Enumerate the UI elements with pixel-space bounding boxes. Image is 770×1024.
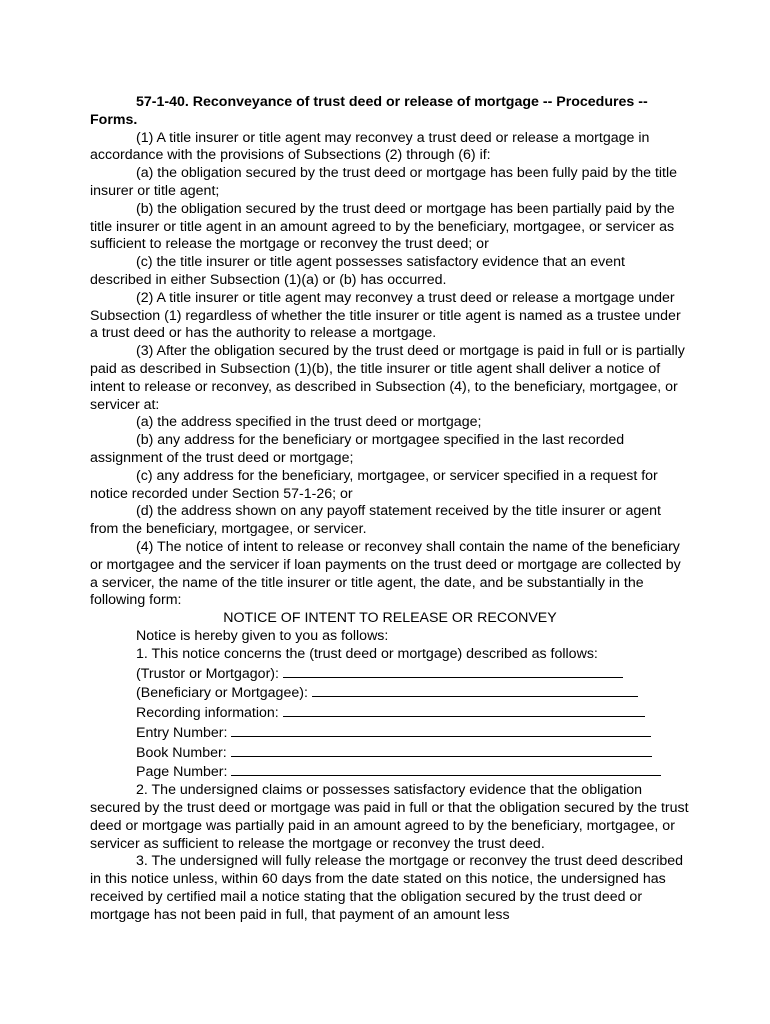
paragraph-3a: (a) the address specified in the trust deed or mortgage; (136, 414, 482, 431)
form-field-label: (Trustor or Mortgagor): (136, 665, 279, 682)
blank-line (312, 683, 638, 697)
paragraph-2: (2) A title insurer or title agent may reconvey a trust deed or release a mortgage under Subsection (1) regardless of whether the title insurer or title agent is named as a trustee under a trust deed or has the authority to release a mortgage. (90, 289, 681, 342)
notice-item-1: 1. This notice concerns the (trust deed or mortgage) described as follows: (136, 645, 598, 662)
form-field-recording (90, 703, 690, 723)
document-page (90, 94, 690, 925)
blank-line (231, 723, 651, 737)
notice-intro: Notice is hereby given to you as follows: (136, 627, 389, 644)
form-field-label: Page Number: (136, 764, 228, 781)
blank-line (283, 703, 645, 717)
form-field-label: (Beneficiary or Mortgagee): (136, 685, 308, 702)
notice-paragraph-3: 3. The undersigned will fully release the mortgage or reconvey the trust deed described in this notice unless, within 60 days from the date stated on this notice, the undersigned has received by certified mail a notice stating that the obligation secured by the trust deed or mortgage has not been paid in full, that payment of an amount less (90, 853, 684, 923)
notice-heading: NOTICE OF INTENT TO RELEASE OR RECONVEY (223, 610, 557, 627)
paragraph-1: (1) A title insurer or title agent may reconvey a trust deed or release a mortgage in accordance with the provisions of Subsections (2) through (6) if: (90, 129, 650, 164)
form-field-label: Entry Number: (136, 724, 228, 741)
paragraph-3c: (c) any address for the beneficiary, mortgagee, or servicer specified in a request for notice recorded under Section 57-1-26; or (90, 467, 658, 502)
form-field-trustor (90, 664, 690, 684)
paragraph-1b: (b) the obligation secured by the trust deed or mortgage has been partially paid by the title insurer or title agent in an amount agreed to by the beneficiary, mortgagee, or servicer as sufficient to release the mortgage or reconvey the trust deed; or (90, 200, 675, 253)
paragraph-3b: (b) any address for the beneficiary or mortgagee specified in the last recorded assignment of the trust deed or mortgage; (90, 432, 625, 466)
form-field-page-number (90, 762, 690, 782)
form-field-label: Book Number: (136, 744, 227, 761)
form-field-book-number (90, 743, 690, 763)
notice-paragraph-2: 2. The undersigned claims or possesses satisfactory evidence that the obligation secured by the trust deed or mortgage was paid in full or that the obligation secured by the trust deed or mortgage was partially paid in an amount agreed to by the beneficiary, mortgagee, or servicer as sufficient to release the mortgage or reconvey the trust deed. (90, 782, 689, 852)
blank-line (231, 743, 652, 757)
blank-line (283, 664, 623, 678)
paragraph-3: (3) After the obligation secured by the trust deed or mortgage is paid in full or is partially paid as described in Subsection (1)(b), the title insurer or title agent shall deliver a notice of intent to release or reconvey, as described in Subsection (4), to the beneficiary, mortgagee, or servicer at: (90, 343, 685, 413)
form-field-beneficiary (90, 683, 690, 703)
blank-line (231, 762, 661, 776)
section-title: 57-1-40. Reconveyance of trust deed or release of mortgage -- Procedures -- Forms. (90, 94, 648, 128)
paragraph-4: (4) The notice of intent to release or reconvey shall contain the name of the beneficiary or mortgagee and the servicer if loan payments on the trust deed or mortgage are collected by a servicer, the name of the title insurer or title agent, the date, and be substantially in the following form: (90, 538, 681, 609)
paragraph-1c: (c) the title insurer or title agent possesses satisfactory evidence that an event described in either Subsection (1)(a) or (b) has occurred. (90, 254, 625, 288)
form-field-entry-number (90, 723, 690, 743)
paragraph-1a: (a) the obligation secured by the trust deed or mortgage has been fully paid by the title insurer or title agent; (90, 165, 678, 199)
form-field-label: Recording information: (136, 705, 279, 722)
paragraph-3d: (d) the address shown on any payoff statement received by the title insurer or agent from the beneficiary, mortgagee, or servicer. (90, 503, 661, 538)
